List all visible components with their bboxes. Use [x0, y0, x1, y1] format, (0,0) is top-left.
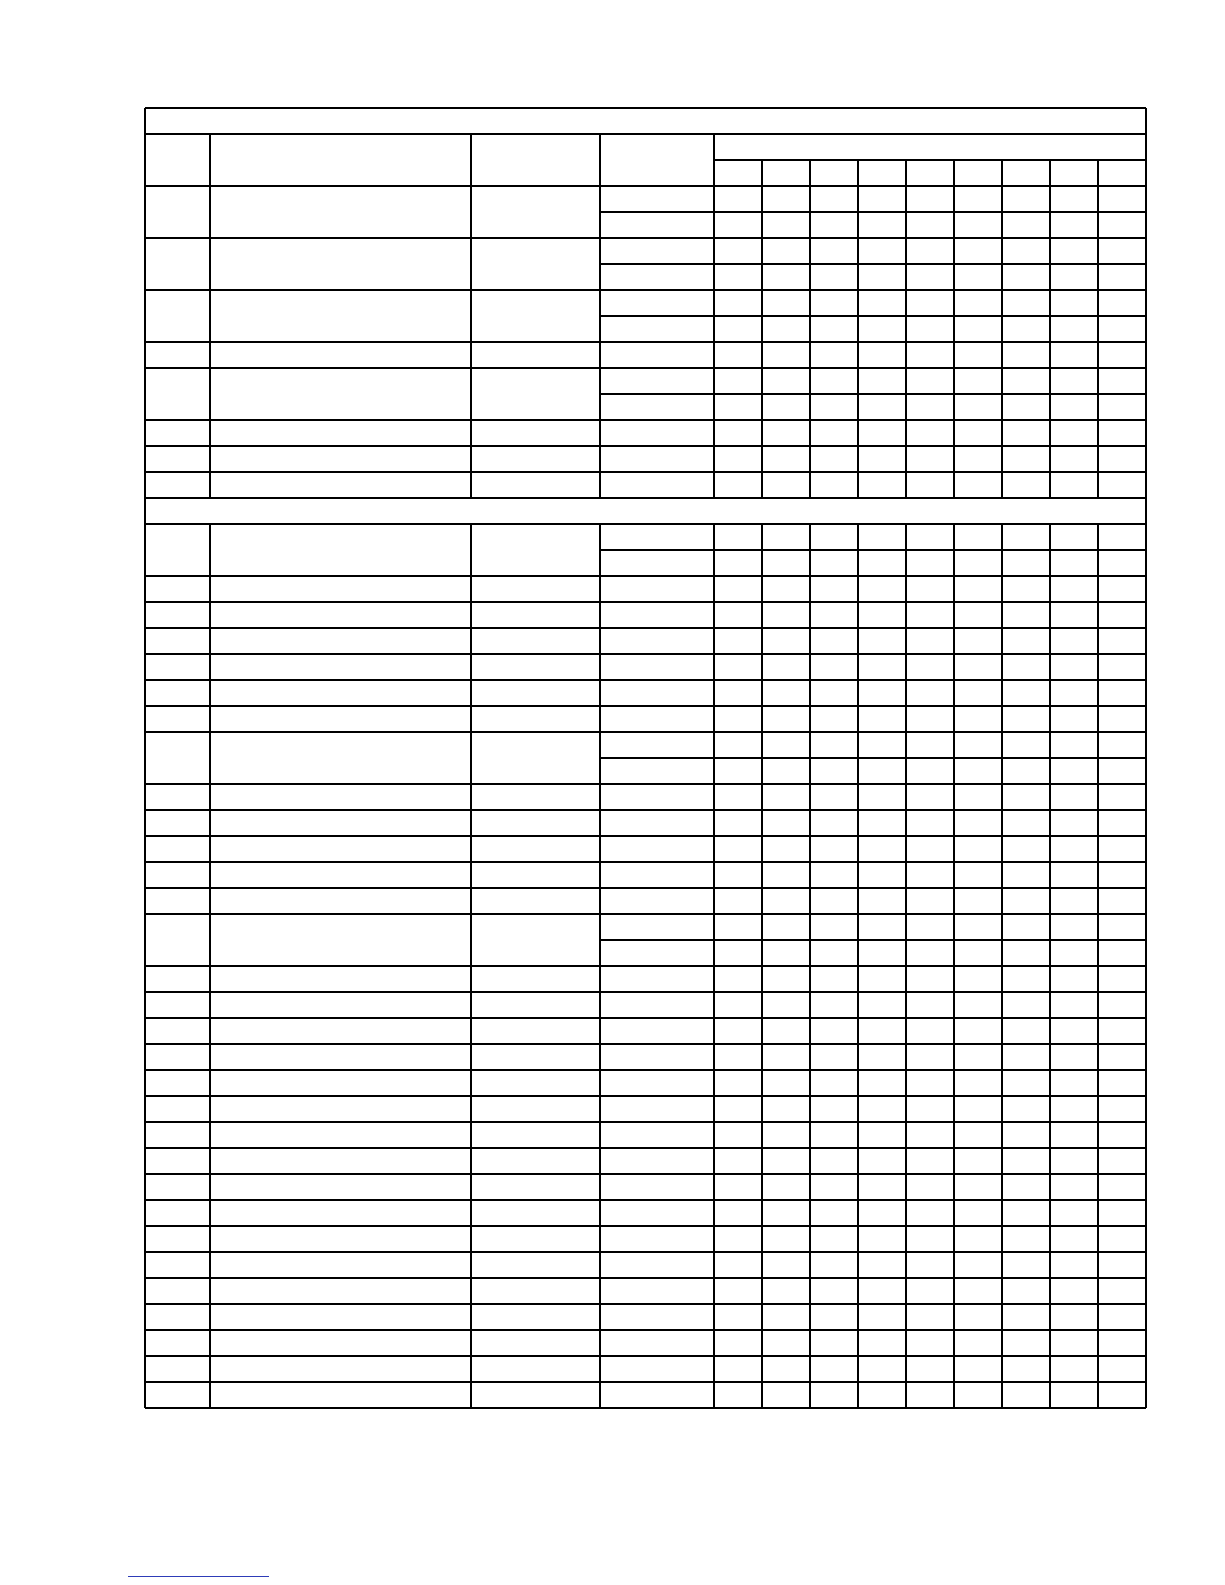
footer-rule	[128, 1576, 269, 1577]
